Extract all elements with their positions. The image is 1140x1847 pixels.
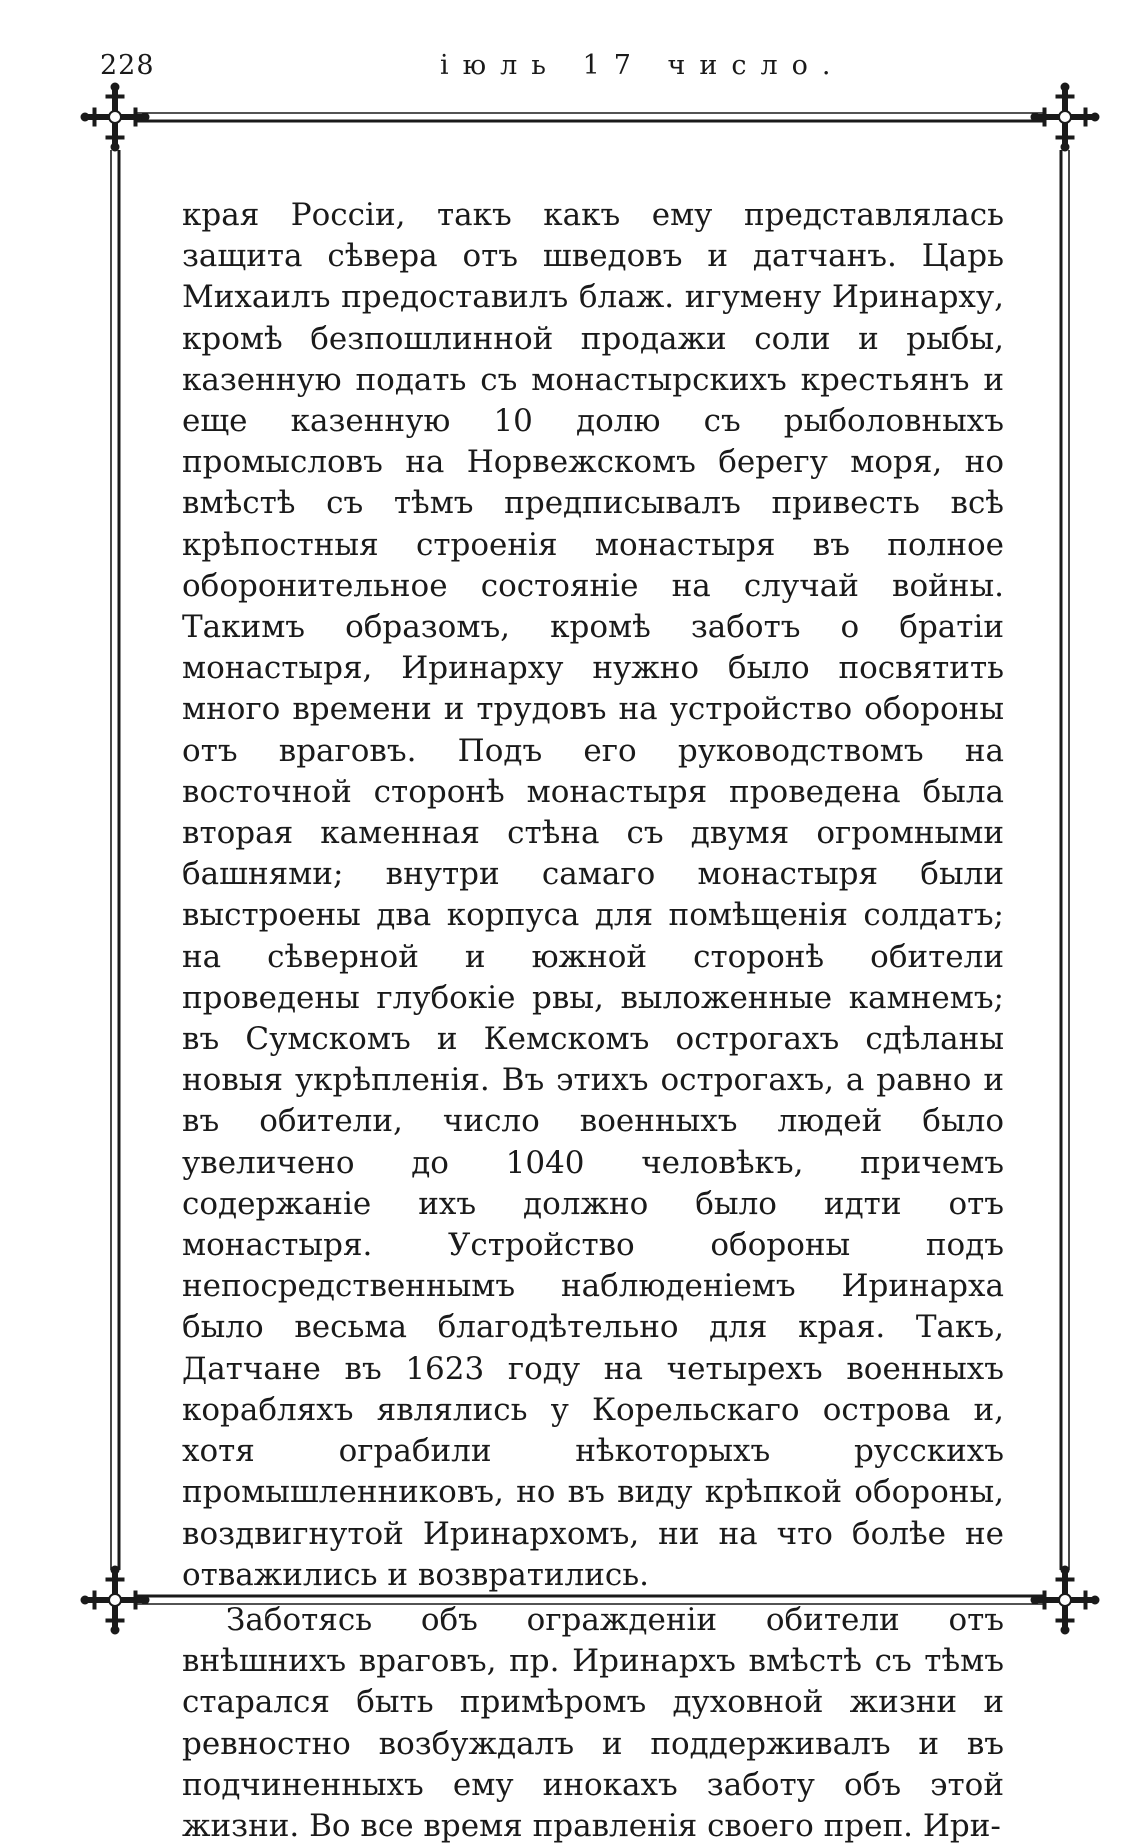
page-body (182, 195, 1004, 1847)
paragraph: Заботясь объ огражденіи обители отъ внѣшнихъ враговъ, пр. Иринархъ вмѣстѣ съ тѣмъ старался быть примѣромъ духовной жизни и ревностно возбуждалъ и поддерживалъ и въ подчиненныхъ ему инокахъ заботу объ этой жизни. Во все время правленія своего преп. Ири- (182, 1601, 1004, 1844)
corner-ornament-top-right (1031, 83, 1099, 151)
corner-ornament-bottom-right (1031, 1566, 1099, 1634)
page-number: 228 (100, 50, 155, 81)
corner-ornament-top-left (81, 83, 149, 151)
paragraph: края Россіи, такъ какъ ему представлялась защита сѣвера отъ шведовъ и датчанъ. Царь Михаилъ предоставилъ блаж. игумену Иринарху, кромѣ безпошлинной продажи соли и рыбы, казенную подать съ монастырскихъ крестьянъ и еще казенную 10 долю съ рыболовныхъ промысловъ на Норвежскомъ берегу моря, но вмѣстѣ съ тѣмъ предписывалъ привесть всѣ крѣпостныя строенія монастыря въ полное оборонительное состояніе на случай войны. Такимъ образомъ, кромѣ заботъ о братіи монастыря, Иринарху нужно было посвятить много времени и трудовъ на устройство обороны отъ враговъ. Подъ его руководствомъ на восточной сторонѣ монастыря проведена была вторая каменная стѣна съ двумя огромными башнями; внутри самаго монастыря были выстроены два корпуса для помѣщенія солдатъ; на сѣверной и южной сторонѣ обители проведены глубокіе рвы, выложенные камнемъ; въ Сумскомъ и Кемскомъ острогахъ сдѣланы новыя укрѣпленія. Въ этихъ острогахъ, а равно и въ обители, число военныхъ людей было увеличено до 1040 человѣкъ, причемъ содержаніе ихъ должно было идти отъ монастыря. Устройство обороны подъ непосредственнымъ наблюденіемъ Иринарха было весьма благодѣтельно для края. Такъ, Датчане въ 1623 году на четырехъ военныхъ корабляхъ являлись у Корельскаго острова и, хотя ограбили нѣкоторыхъ русскихъ промышленниковъ, но въ виду крѣпкой обороны, воздвигнутой Иринархомъ, ни на что болѣе не отважились и возвратились. (182, 197, 1004, 1593)
corner-ornament-bottom-left (81, 1566, 149, 1634)
running-head: іюль 17 число. (440, 50, 845, 81)
